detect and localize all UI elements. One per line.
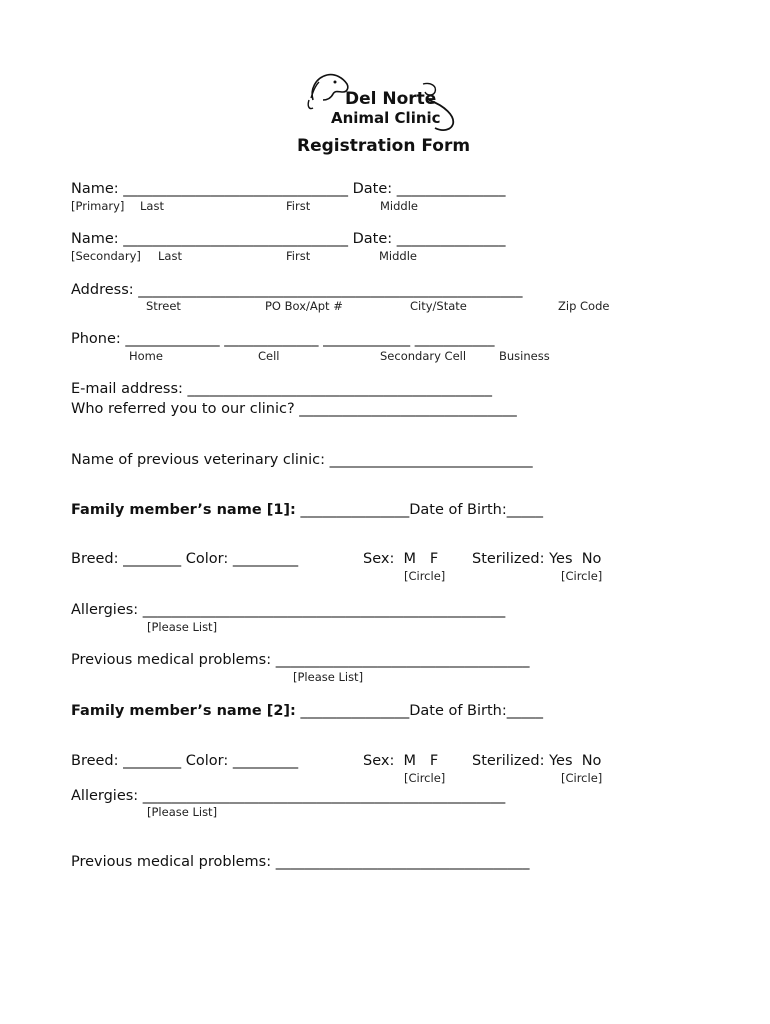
secondary-name-row[interactable]: Name: _______________________________ Date: _______________ [71,231,506,247]
secondary-middle-label: Middle [379,249,417,263]
member2-sex-row[interactable]: Sex: M F [363,753,439,769]
phone-secondary-cell-label: Secondary Cell [380,349,467,363]
email-row[interactable]: E-mail address: __________________________________________ [71,381,493,397]
address-zip-label: Zip Code [558,299,610,313]
phone-home-label: Home [129,349,163,363]
page-title: Registration Form [297,136,471,156]
member2-allergies-note: [Please List] [147,805,218,819]
phone-cell-label: Cell [258,349,280,363]
primary-tag: [Primary] [71,199,125,213]
member1-allergies-row[interactable]: Allergies: __________________________________________________ [71,602,506,618]
member1-heading-row [71,501,543,519]
member1-medical-note: [Please List] [293,670,364,684]
dog-icon [305,70,465,135]
member1-circle-note-1: [Circle] [404,569,446,583]
address-po-label: PO Box/Apt # [265,299,343,313]
member1-circle-note-2: [Circle] [561,569,603,583]
address-street-label: Street [146,299,181,313]
primary-first-label: First [286,199,311,213]
member2-medical-row[interactable]: Previous medical problems: ___________________________________ [71,854,530,870]
member2-heading: Family member’s name [2]: [71,703,296,719]
primary-name-row[interactable]: Name: _______________________________ Date: _______________ [71,181,506,197]
member2-heading-row [71,702,543,720]
phone-row[interactable]: Phone: _____________ _____________ ____________ ___________ [71,331,495,347]
member2-circle-note-1: [Circle] [404,771,446,785]
member1-heading-tail[interactable]: _______________Date of Birth:_____ [295,502,544,518]
address-row[interactable]: Address: _____________________________________________________ [71,282,523,298]
primary-middle-label: Middle [380,199,418,213]
logo-line2: Animal Clinic [331,109,441,127]
member1-heading: Family member’s name [1]: [71,502,296,518]
member1-allergies-note: [Please List] [147,620,218,634]
phone-business-label: Business [499,349,550,363]
primary-last-label: Last [140,199,164,213]
member2-allergies-row[interactable]: Allergies: __________________________________________________ [71,788,506,804]
member1-sex-row[interactable]: Sex: M F [363,551,439,567]
referred-row[interactable]: Who referred you to our clinic? ______________________________ [71,401,517,417]
secondary-first-label: First [286,249,311,263]
secondary-last-label: Last [158,249,182,263]
member1-breed-row[interactable]: Breed: ________ Color: _________ [71,551,299,567]
clinic-logo [305,70,465,139]
member1-medical-row[interactable]: Previous medical problems: ___________________________________ [71,652,530,668]
logo-line1: Del Norte [345,89,437,109]
member2-circle-note-2: [Circle] [561,771,603,785]
member1-sterilized-row[interactable]: Sterilized: Yes No [472,551,602,567]
member2-heading-tail[interactable]: _______________Date of Birth:_____ [295,703,544,719]
previous-clinic-row[interactable]: Name of previous veterinary clinic: ____________________________ [71,452,533,468]
member2-breed-row[interactable]: Breed: ________ Color: _________ [71,753,299,769]
member2-sterilized-row[interactable]: Sterilized: Yes No [472,753,602,769]
secondary-tag: [Secondary] [71,249,141,263]
address-city-label: City/State [410,299,467,313]
